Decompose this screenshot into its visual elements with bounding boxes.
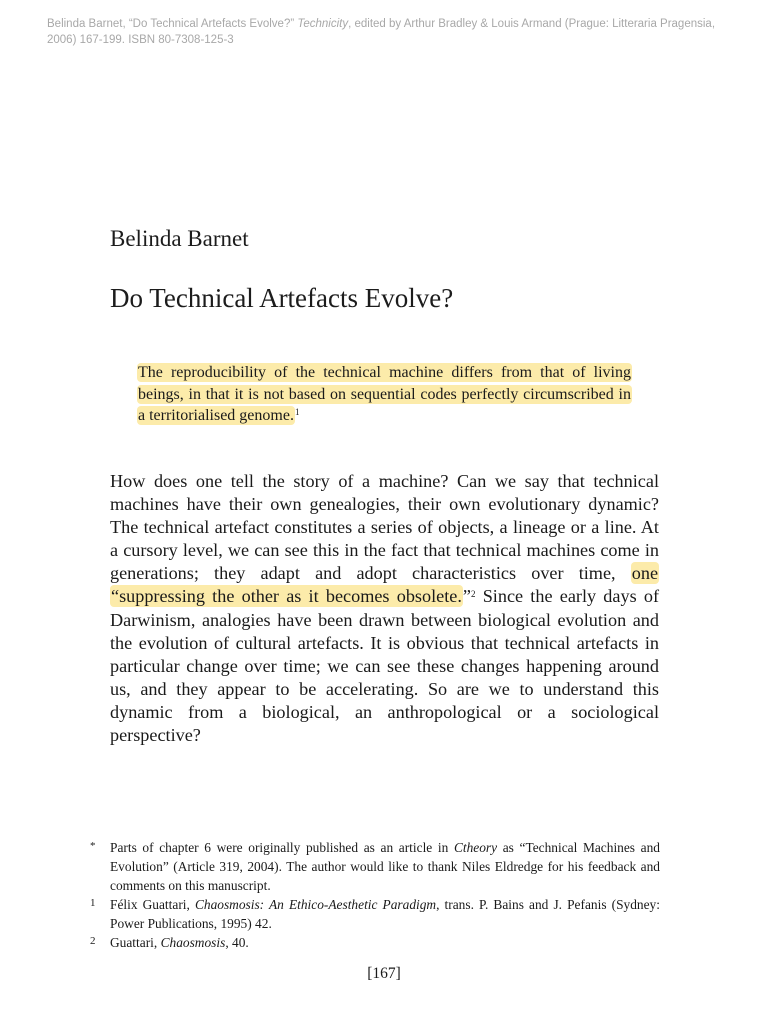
body-paragraph [110,470,659,747]
article-title: Do Technical Artefacts Evolve? [110,283,454,313]
footnote-item [90,895,660,933]
epigraph-highlight: The reproducibility of the technical machine differs from that of living beings, in that it is not based on sequential codes perfectly circumscribed in a territorialised genome. [138,364,631,424]
footnote-text-post: as “Technical Machines and Evolution” (Article 319, 2004). The author would like to thank Niles Eldredge for his feedback and comments on this manuscript. [110,840,660,893]
footnote-text-pre: Félix Guattari, [110,897,195,912]
quote-close: ” [462,586,471,607]
footnote-text-pre: Guattari, [110,935,161,950]
footnote-text-post: , trans. P. Bains and J. Pefanis (Sydney: Power Publications, 1995) 42. [110,897,660,931]
footnote-italic: Chaosmosis [160,935,226,950]
body-footnote-ref[interactable]: 2 [470,589,476,600]
body-text-part2: Since the early days of Darwinism, analogies have been drawn between biological evolution and the evolution of cultural artefacts. It is obvious that technical artefacts in particular change over time; we can see these changes happening around us, and they appear to be accelerating. So are we to understand this dynamic from a biological, an anthropological or a sociological perspective? [110,586,660,746]
footnote-italic: Chaosmosis: An Ethico-Aesthetic Paradigm [194,897,437,912]
citation-journal: Technicity [297,18,349,30]
footnote-text-pre: Parts of chapter 6 were originally published as an article in [110,840,454,855]
footnote-mark: 1 [90,897,96,909]
page-number: [167] [367,965,401,982]
body-text-part1: How does one tell the story of a machine? Can we say that technical machines have their own genealogies, their own evolutionary dynamic? The technical artefact constitutes a series of objects, a lineage or a line. At a cursory level, we can see this in the fact that technical machines come in generations; they adapt and adopt characteristics over time, [110,471,659,584]
footnotes [90,838,660,952]
author-name: Belinda Barnet [110,226,249,251]
footnote-text [110,933,660,952]
epigraph-footnote-ref[interactable]: 1 [294,407,300,417]
footnote-italic: Ctheory [453,840,498,855]
citation-details: , edited by Arthur Bradley & Louis Armand (Prague: Litteraria Pragensia, 2006) 167-199. ISBN 80-7308-125-3 [47,18,716,46]
footnote-mark: 2 [90,935,96,947]
footnote-mark: * [90,840,96,852]
epigraph [137,362,632,427]
citation-text: Belinda Barnet, “Do Technical Artefacts Evolve?” [47,18,295,30]
quote-highlight: one “suppressing the other as it becomes obsolete. [111,563,659,607]
footnote-item [90,933,660,952]
footnote-text [110,895,660,933]
footnote-item [90,838,660,895]
footnote-text-post: , 40. [225,935,249,950]
citation-header [47,16,727,48]
footnote-text [110,838,660,895]
